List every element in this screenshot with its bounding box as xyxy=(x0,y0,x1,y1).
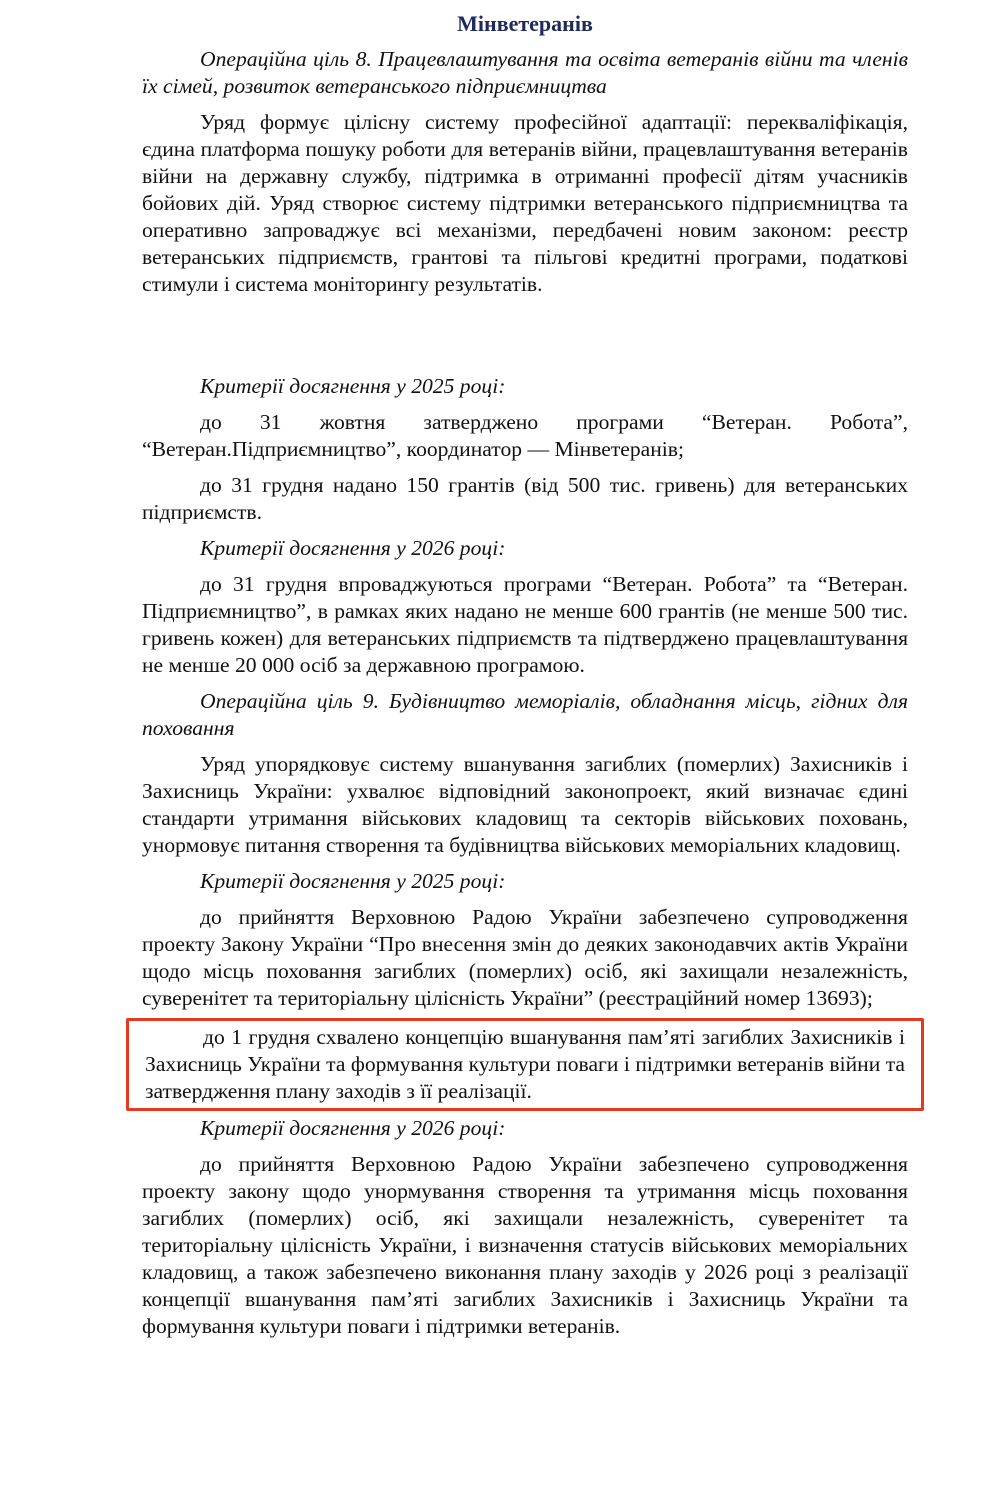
goal-8-criteria-2026-title: Критерії досягнення у 2026 році: xyxy=(200,536,506,560)
document-page xyxy=(142,0,908,1340)
goal-9-criteria-2025-item-1: до прийняття Верховною Радою України забезпечено супроводження проекту Закону України “Про внесення змін до деяких законодавчих актів України щодо місць поховання загиблих (померлих) осіб, які захищали незалежність, суверенітет та територіальну цілісність України” (реєстраційний номер 13693); xyxy=(142,905,908,1010)
goal-8-criteria-2025-item-1: до 31 жовтня затверджено програми “Ветеран. Робота”, “Ветеран.Підприємництво”, координатор — Мінветеранів; xyxy=(142,410,908,461)
highlighted-criterion-text: до 1 грудня схвалено концепцію вшанування пам’яті загиблих Захисників і Захисниць України та формування культури поваги і підтримки ветеранів війни та затвердження плану заходів з її реалізації. xyxy=(145,1025,905,1103)
goal-9-criteria-2026-title: Критерії досягнення у 2026 році: xyxy=(200,1116,506,1140)
ministry-heading: Мінветеранів xyxy=(457,11,593,36)
goal-8-body: Уряд формує цілісну систему професійної адаптації: перекваліфікація, єдина платформа пошуку роботи для ветеранів війни, працевлаштування ветеранів війни на державну службу, підтримка в отриманні професії дітям учасників бойових дій. Уряд створює систему підтримки ветеранського підприємництва та оперативно запроваджує всі механізми, передбачені новим законом: реєстр ветеранських підприємств, грантові та пільгові кредитні програми, податкові стимули і система моніторингу результатів. xyxy=(142,110,908,296)
goal-8-criteria-2026-item-1: до 31 грудня впроваджуються програми “Ветеран. Робота” та “Ветеран. Підприємництво”, в рамках яких надано не менше 600 грантів (не менше 500 тис. гривень кожен) для ветеранських підприємств та підтверджено працевлаштування не менше 20 000 осіб за державною програмою. xyxy=(142,572,908,677)
goal-9-criteria-2026-item-1: до прийняття Верховною Радою України забезпечено супроводження проекту закону щодо унормування створення та утримання місць поховання загиблих (померлих) осіб, які захищали незалежність, суверенітет та територіальну цілісність України, і визначення статусів військових меморіальних кладовищ, а також забезпечено виконання плану заходів у 2026 році з реалізації концепції вшанування пам’яті загиблих Захисників і Захисниць України та формування культури поваги і підтримки ветеранів. xyxy=(142,1152,908,1338)
goal-9-body: Уряд упорядковує систему вшанування загиблих (померлих) Захисників і Захисниць України: ухвалює відповідний законопроект, який визначає єдині стандарти утримання військових кладовищ та секторів військових поховань, унормовує питання створення та будівництва військових меморіальних кладовищ. xyxy=(142,752,908,857)
goal-8-title: Операційна ціль 8. Працевлаштування та освіта ветеранів війни та членів їх сімей, розвиток ветеранського підприємництва xyxy=(142,47,908,98)
goal-9-title: Операційна ціль 9. Будівництво меморіалів, обладнання місць, гідних для поховання xyxy=(142,689,908,740)
goal-9-criteria-2025-title: Критерії досягнення у 2025 році: xyxy=(200,869,506,893)
goal-8-criteria-2025-item-2: до 31 грудня надано 150 грантів (від 500 тис. гривень) для ветеранських підприємств. xyxy=(142,473,908,524)
goal-8-criteria-2025-title: Критерії досягнення у 2025 році: xyxy=(200,374,506,398)
highlighted-criterion-box xyxy=(126,1018,924,1111)
